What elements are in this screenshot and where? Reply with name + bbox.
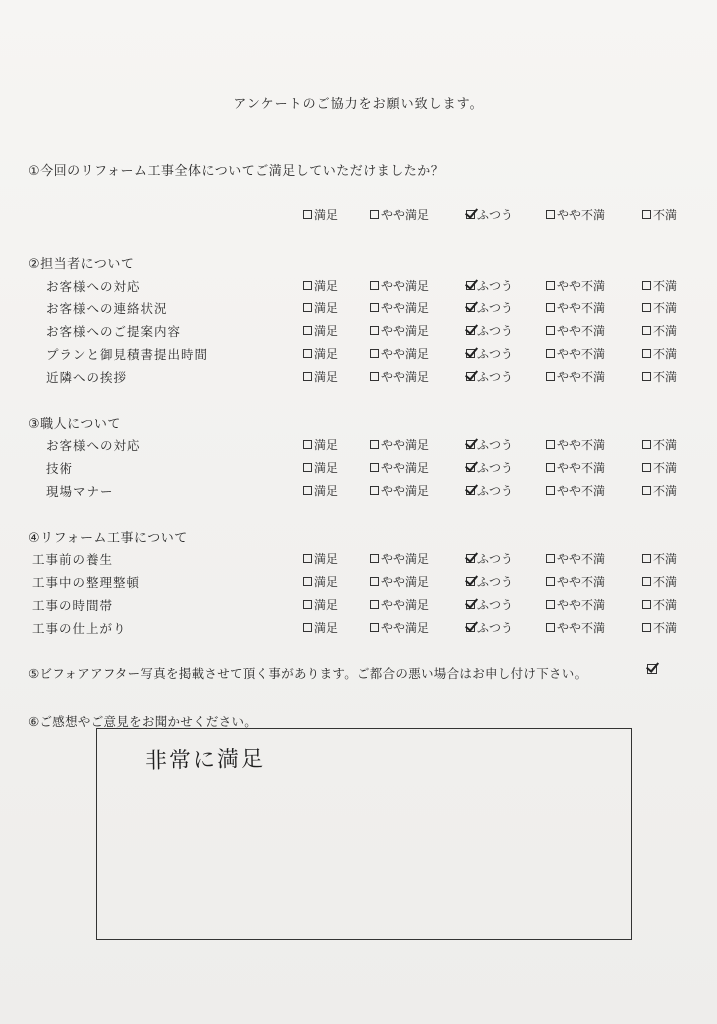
checkbox[interactable] [642, 600, 651, 609]
option-label: やや満足 [381, 438, 430, 452]
option-label: 不満 [653, 461, 678, 475]
checkbox[interactable] [370, 326, 379, 335]
checkbox[interactable] [466, 623, 475, 632]
option-label: ふつう [477, 575, 514, 589]
option-somewhat-dissatisfied[interactable] [546, 436, 605, 453]
q2-title: ②担当者について [28, 257, 135, 272]
option-somewhat-dissatisfied[interactable] [546, 482, 605, 499]
option-somewhat-satisfied[interactable] [370, 573, 429, 590]
option-somewhat-dissatisfied[interactable] [546, 277, 605, 294]
option-neutral[interactable] [466, 299, 513, 316]
option-neutral[interactable] [466, 277, 513, 294]
option-label: 満足 [314, 370, 339, 384]
option-satisfied[interactable] [303, 619, 338, 636]
option-somewhat-satisfied[interactable] [370, 550, 429, 567]
checkbox[interactable] [642, 326, 651, 335]
option-somewhat-satisfied[interactable] [370, 206, 429, 223]
checkbox[interactable] [303, 600, 312, 609]
option-label: 不満 [653, 347, 678, 361]
checkbox[interactable] [546, 326, 555, 335]
checkbox[interactable] [370, 349, 379, 358]
q3-item-label: 現場マナー [46, 484, 114, 499]
option-dissatisfied[interactable] [642, 345, 677, 362]
option-somewhat-satisfied[interactable] [370, 322, 429, 339]
option-satisfied[interactable] [303, 368, 338, 385]
option-neutral[interactable] [466, 482, 513, 499]
option-somewhat-satisfied[interactable] [370, 596, 429, 613]
option-label: 満足 [314, 438, 339, 452]
checkbox[interactable] [303, 623, 312, 632]
option-label: やや満足 [381, 575, 430, 589]
option-label: ふつう [477, 461, 514, 475]
checkbox[interactable] [546, 600, 555, 609]
option-label: やや満足 [381, 324, 430, 338]
option-label: やや満足 [381, 347, 430, 361]
q3-item-label: 技術 [46, 461, 74, 476]
checkbox[interactable] [642, 372, 651, 381]
option-label: やや不満 [557, 552, 606, 566]
checkbox[interactable] [303, 554, 312, 563]
checkbox[interactable] [642, 349, 651, 358]
option-label: やや不満 [557, 461, 606, 475]
option-label: ふつう [477, 438, 514, 452]
option-satisfied[interactable] [303, 206, 338, 223]
checkbox[interactable] [466, 281, 475, 290]
checkbox[interactable] [303, 303, 312, 312]
option-label: 不満 [653, 598, 678, 612]
q2-item-label: お客様へのご提案内容 [46, 324, 182, 339]
option-somewhat-dissatisfied[interactable] [546, 299, 605, 316]
option-label: ふつう [477, 208, 514, 222]
option-label: 不満 [653, 279, 678, 293]
option-dissatisfied[interactable] [642, 596, 677, 613]
q4-item-label: 工事の時間帯 [32, 598, 114, 613]
q5-checkbox[interactable] [647, 664, 657, 674]
checkbox[interactable] [642, 281, 651, 290]
option-label: やや不満 [557, 370, 606, 384]
option-label: やや満足 [381, 370, 430, 384]
option-neutral[interactable] [466, 459, 513, 476]
checkbox[interactable] [370, 210, 379, 219]
checkbox[interactable] [370, 577, 379, 586]
option-label: ふつう [477, 598, 514, 612]
option-label: やや不満 [557, 301, 606, 315]
checkbox[interactable] [466, 554, 475, 563]
option-somewhat-satisfied[interactable] [370, 459, 429, 476]
checkbox[interactable] [303, 440, 312, 449]
checkbox[interactable] [642, 554, 651, 563]
checkbox[interactable] [370, 440, 379, 449]
option-label: 満足 [314, 324, 339, 338]
option-somewhat-dissatisfied[interactable] [546, 322, 605, 339]
checkbox[interactable] [546, 440, 555, 449]
option-label: ふつう [477, 484, 514, 498]
q4-title: ④リフォーム工事について [28, 531, 188, 546]
option-label: やや不満 [557, 347, 606, 361]
option-label: 満足 [314, 208, 339, 222]
checkbox[interactable] [303, 486, 312, 495]
checkbox[interactable] [642, 440, 651, 449]
q3-item-label: お客様への対応 [46, 438, 141, 453]
option-label: 満足 [314, 301, 339, 315]
option-neutral[interactable] [466, 345, 513, 362]
option-label: 不満 [653, 438, 678, 452]
q5-text: ⑤ビフォアアフター写真を掲載させて頂く事があります。ご都合の悪い場合はお申し付け下さい。 [28, 666, 588, 681]
checkbox[interactable] [466, 210, 475, 219]
option-dissatisfied[interactable] [642, 277, 677, 294]
q4-item-label: 工事前の養生 [32, 552, 114, 567]
option-somewhat-satisfied[interactable] [370, 436, 429, 453]
option-dissatisfied[interactable] [642, 482, 677, 499]
option-label: やや満足 [381, 621, 430, 635]
q2-item-label: 近隣への挨拶 [46, 370, 128, 385]
checkbox[interactable] [370, 303, 379, 312]
checkbox[interactable] [642, 210, 651, 219]
option-somewhat-dissatisfied[interactable] [546, 550, 605, 567]
checkbox[interactable] [546, 486, 555, 495]
option-dissatisfied[interactable] [642, 459, 677, 476]
option-label: 満足 [314, 461, 339, 475]
checkbox[interactable] [466, 600, 475, 609]
q2-item-label: お客様への連絡状況 [46, 301, 168, 316]
option-label: やや満足 [381, 484, 430, 498]
checkbox[interactable] [546, 623, 555, 632]
option-label: やや不満 [557, 621, 606, 635]
checkbox[interactable] [466, 486, 475, 495]
option-label: やや不満 [557, 598, 606, 612]
option-dissatisfied[interactable] [642, 206, 677, 223]
option-label: やや不満 [557, 208, 606, 222]
option-somewhat-satisfied[interactable] [370, 345, 429, 362]
option-somewhat-dissatisfied[interactable] [546, 459, 605, 476]
checkbox[interactable] [546, 281, 555, 290]
option-label: 満足 [314, 621, 339, 635]
checkbox[interactable] [546, 463, 555, 472]
checkbox[interactable] [546, 577, 555, 586]
option-neutral[interactable] [466, 550, 513, 567]
option-dissatisfied[interactable] [642, 619, 677, 636]
option-somewhat-dissatisfied[interactable] [546, 368, 605, 385]
option-label: ふつう [477, 301, 514, 315]
option-label: やや不満 [557, 279, 606, 293]
option-satisfied[interactable] [303, 573, 338, 590]
q2-item-label: お客様への対応 [46, 279, 141, 294]
option-label: 満足 [314, 575, 339, 589]
option-label: やや満足 [381, 461, 430, 475]
checkbox[interactable] [466, 372, 475, 381]
option-dissatisfied[interactable] [642, 550, 677, 567]
option-label: 満足 [314, 598, 339, 612]
option-neutral[interactable] [466, 596, 513, 613]
checkbox[interactable] [546, 349, 555, 358]
option-label: やや不満 [557, 438, 606, 452]
option-label: やや満足 [381, 208, 430, 222]
option-satisfied[interactable] [303, 482, 338, 499]
option-somewhat-dissatisfied[interactable] [546, 345, 605, 362]
checkbox[interactable] [303, 463, 312, 472]
option-label: やや満足 [381, 598, 430, 612]
option-label: 不満 [653, 370, 678, 384]
option-somewhat-satisfied[interactable] [370, 368, 429, 385]
option-satisfied[interactable] [303, 345, 338, 362]
option-neutral[interactable] [466, 368, 513, 385]
option-label: やや不満 [557, 484, 606, 498]
checkbox[interactable] [546, 210, 555, 219]
q4-item-label: 工事の仕上がり [32, 621, 127, 636]
option-label: 満足 [314, 279, 339, 293]
option-satisfied[interactable] [303, 459, 338, 476]
checkbox[interactable] [642, 577, 651, 586]
option-label: ふつう [477, 621, 514, 635]
checkbox[interactable] [642, 463, 651, 472]
option-somewhat-satisfied[interactable] [370, 277, 429, 294]
option-label: 満足 [314, 484, 339, 498]
option-label: ふつう [477, 279, 514, 293]
q1-title: ①今回のリフォーム工事全体についてご満足していただけましたか？ [28, 164, 445, 179]
option-label: 不満 [653, 301, 678, 315]
option-satisfied[interactable] [303, 436, 338, 453]
q4-item-label: 工事中の整理整頓 [32, 575, 141, 590]
option-dissatisfied[interactable] [642, 299, 677, 316]
checkbox[interactable] [370, 463, 379, 472]
checkbox[interactable] [546, 303, 555, 312]
checkbox[interactable] [303, 372, 312, 381]
option-label: ふつう [477, 347, 514, 361]
checkbox[interactable] [466, 463, 475, 472]
option-label: 不満 [653, 575, 678, 589]
comment-answer: 非常に満足 [144, 746, 266, 775]
option-somewhat-satisfied[interactable] [370, 299, 429, 316]
q3-title: ③職人について [28, 417, 121, 432]
option-label: ふつう [477, 370, 514, 384]
option-satisfied[interactable] [303, 596, 338, 613]
checkbox[interactable] [466, 577, 475, 586]
option-label: 不満 [653, 552, 678, 566]
checkbox[interactable] [642, 623, 651, 632]
option-neutral[interactable] [466, 619, 513, 636]
checkbox[interactable] [370, 372, 379, 381]
option-label: やや満足 [381, 301, 430, 315]
option-somewhat-dissatisfied[interactable] [546, 573, 605, 590]
option-label: 不満 [653, 484, 678, 498]
checkbox[interactable] [466, 440, 475, 449]
option-label: ふつう [477, 324, 514, 338]
option-neutral[interactable] [466, 573, 513, 590]
option-satisfied[interactable] [303, 277, 338, 294]
option-somewhat-satisfied[interactable] [370, 482, 429, 499]
option-somewhat-dissatisfied[interactable] [546, 206, 605, 223]
checkbox[interactable] [370, 623, 379, 632]
option-label: やや不満 [557, 575, 606, 589]
q6-title: ⑥ご感想やご意見をお聞かせください。 [28, 714, 258, 729]
checkbox[interactable] [546, 554, 555, 563]
option-label: やや満足 [381, 279, 430, 293]
checkbox[interactable] [303, 210, 312, 219]
option-somewhat-dissatisfied[interactable] [546, 619, 605, 636]
option-dissatisfied[interactable] [642, 436, 677, 453]
survey-title: アンケートのご協力をお願い致します。 [233, 97, 484, 112]
checkbox[interactable] [370, 600, 379, 609]
checkbox[interactable] [370, 281, 379, 290]
checkbox[interactable] [642, 486, 651, 495]
option-neutral[interactable] [466, 322, 513, 339]
checkbox[interactable] [303, 281, 312, 290]
q2-item-label: プランと御見積書提出時間 [46, 347, 209, 362]
checkbox[interactable] [642, 303, 651, 312]
checkbox[interactable] [303, 326, 312, 335]
option-label: 満足 [314, 347, 339, 361]
checkbox[interactable] [466, 303, 475, 312]
option-label: やや満足 [381, 552, 430, 566]
checkbox[interactable] [370, 486, 379, 495]
option-neutral[interactable] [466, 436, 513, 453]
checkbox[interactable] [303, 577, 312, 586]
option-label: ふつう [477, 552, 514, 566]
option-dissatisfied[interactable] [642, 368, 677, 385]
option-satisfied[interactable] [303, 322, 338, 339]
option-somewhat-dissatisfied[interactable] [546, 596, 605, 613]
option-neutral[interactable] [466, 206, 513, 223]
option-satisfied[interactable] [303, 550, 338, 567]
checkbox[interactable] [546, 372, 555, 381]
checkbox[interactable] [303, 349, 312, 358]
option-satisfied[interactable] [303, 299, 338, 316]
option-label: 不満 [653, 324, 678, 338]
comment-box[interactable] [96, 728, 632, 940]
option-label: やや不満 [557, 324, 606, 338]
checkbox[interactable] [466, 349, 475, 358]
option-somewhat-satisfied[interactable] [370, 619, 429, 636]
option-label: 不満 [653, 208, 678, 222]
checkbox[interactable] [370, 554, 379, 563]
option-dissatisfied[interactable] [642, 322, 677, 339]
option-dissatisfied[interactable] [642, 573, 677, 590]
option-label: 満足 [314, 552, 339, 566]
checkbox[interactable] [466, 326, 475, 335]
option-label: 不満 [653, 621, 678, 635]
